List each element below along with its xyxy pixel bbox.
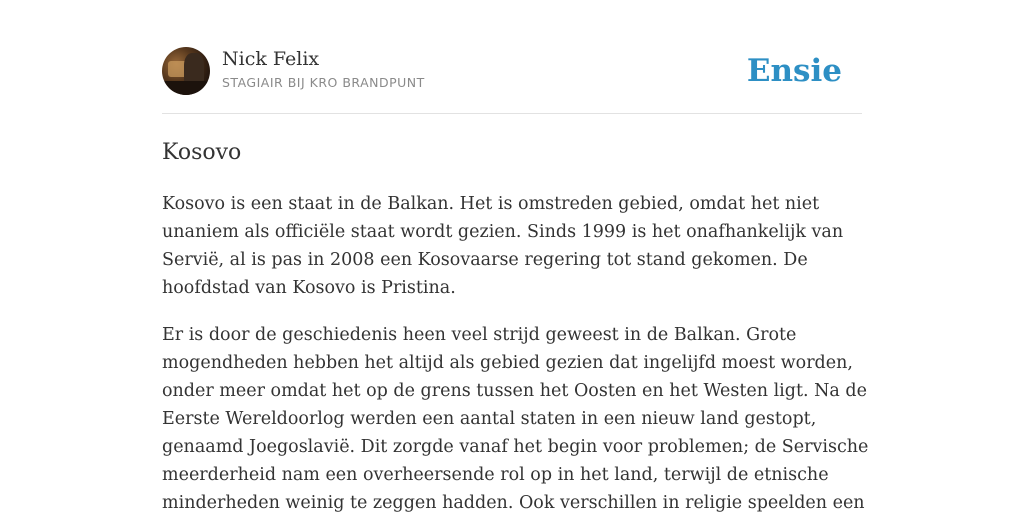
paragraph-line: Er is door de geschiedenis heen veel strijd geweest in de Balkan. Grote [162,325,797,345]
brand-logo[interactable]: Ensie [746,53,842,89]
avatar-detail [162,81,210,95]
article-title: Kosovo [162,140,242,165]
article-paragraph [162,321,869,512]
paragraph-line: mogendheden hebben het altijd als gebied gezien dat ingelijfd moest worden, [162,353,853,373]
paragraph-line: Kosovo is een staat in de Balkan. Het is omstreden gebied, omdat het niet [162,194,820,214]
author-header [162,47,862,114]
paragraph-line: genaamd Joegoslavië. Dit zorgde vanaf het begin voor problemen; de Servische [162,437,869,457]
paragraph-line: meerderheid nam een overheersende rol op in het land, terwijl de etnische [162,465,829,485]
avatar[interactable] [162,47,210,95]
author-role: STAGIAIR BIJ KRO BRANDPUNT [222,75,425,90]
paragraph-line: Eerste Wereldoorlog werden een aantal staten in een nieuw land gestopt, [162,409,817,429]
paragraph-line: Servië, al is pas in 2008 een Kosovaarse regering tot stand gekomen. De [162,250,808,270]
paragraph-line: hoofdstad van Kosovo is Pristina. [162,278,456,298]
paragraph-line: onder meer omdat het op de grens tussen het Oosten en het Westen ligt. Na de [162,381,867,401]
avatar-detail [184,53,204,83]
paragraph-line: unaniem als officiële staat wordt gezien. Sinds 1999 is het onafhankelijk van [162,222,844,242]
article-paragraph [162,190,862,302]
paragraph-line: minderheden weinig te zeggen hadden. Ook verschillen in religie speelden een [162,493,865,512]
author-name[interactable]: Nick Felix [222,48,320,70]
